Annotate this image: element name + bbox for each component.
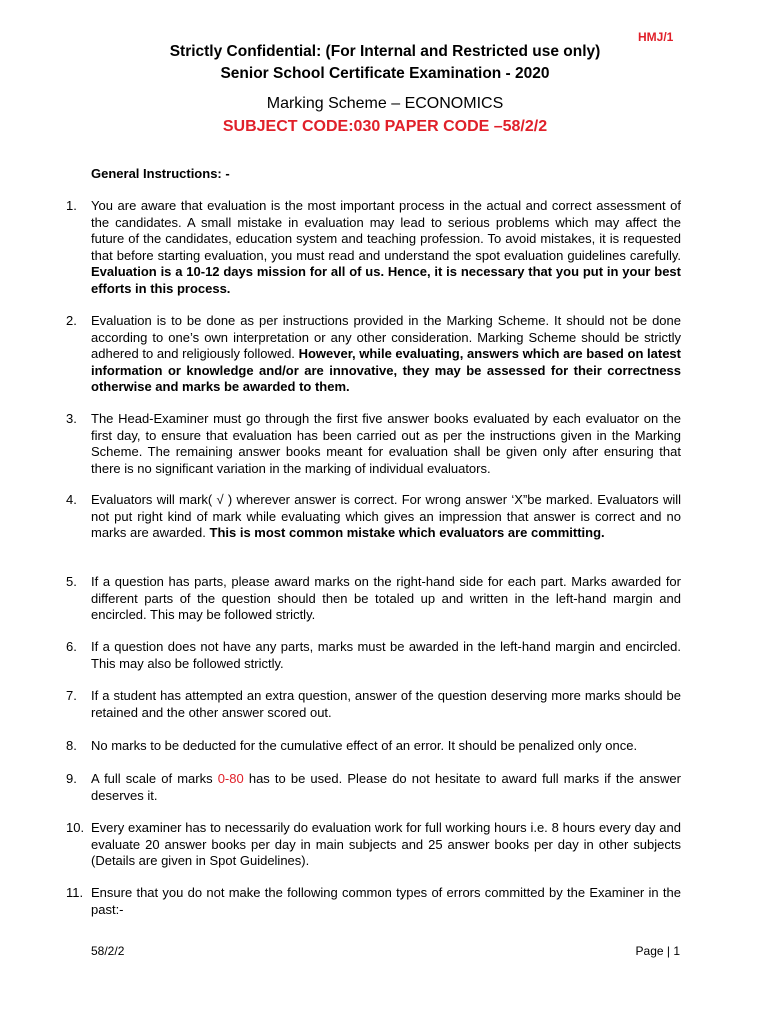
marking-scheme-heading: Marking Scheme – ECONOMICS (266, 95, 504, 112)
list-item (66, 492, 681, 542)
list-item (66, 574, 681, 624)
list-item (66, 411, 681, 477)
item-text: If a student has attempted an extra question, answer of the question deserving more marks should be retained and the other answer scored out. (91, 688, 681, 720)
exam-heading: Senior School Certificate Examination - 2020 (220, 65, 550, 82)
document-code-tag: HMJ/1 (638, 30, 674, 44)
item-number: 8. (66, 738, 77, 753)
item-number: 10. (66, 820, 85, 835)
item-text: Ensure that you do not make the following common types of errors committed by the Examiner in the past:- (91, 885, 681, 917)
item-number: 3. (66, 411, 77, 426)
item-number: 2. (66, 313, 77, 328)
list-item (66, 771, 681, 804)
list-item (66, 639, 681, 672)
item-number: 6. (66, 639, 77, 654)
item-number: 4. (66, 492, 77, 507)
list-item (66, 820, 681, 870)
item-text: A full scale of marks 0-80 has to be used. Please do not hesitate to award full marks if the answer deserves it. (91, 771, 681, 803)
marks-range: 0-80 (217, 771, 244, 786)
subject-code-heading: SUBJECT CODE:030 PAPER CODE –58/2/2 (222, 118, 548, 135)
item-text: You are aware that evaluation is the most important process in the actual and correct assessment of the candidates. A small mistake in evaluation may lead to serious problems which may affect the future of the candidates, education system and teaching profession. To avoid mistakes, it is requested that before starting evaluation, you must read and understand the spot evaluation guidelines carefully. Evaluation is a 10-12 days mission for all of us. Hence, it is necessary that you put in your best efforts in this process. (91, 198, 681, 296)
list-item (66, 885, 681, 918)
item-text: No marks to be deducted for the cumulative effect of an error. It should be penalized only once. (91, 738, 638, 753)
item-text: Evaluation is to be done as per instructions provided in the Marking Scheme. It should not be done according to one’s own interpretation or any other consideration. Marking Scheme should be strictly adhered to and religiously followed. However, while evaluating, answers which are based on latest information or knowledge and/or are innovative, they may be assessed for their correctness otherwise and marks be awarded to them. (91, 313, 681, 395)
item-number: 1. (66, 198, 77, 213)
general-instructions-heading: General Instructions: - (91, 166, 230, 181)
item-text: Every examiner has to necessarily do evaluation work for full working hours i.e. 8 hours every day and evaluate 20 answer books per day in main subjects and 25 answer books per day in other subjects (Details are given in Spot Guidelines). (91, 820, 681, 869)
item-number: 5. (66, 574, 77, 589)
item-text: The Head-Examiner must go through the first five answer books evaluated by each evaluator on the first day, to ensure that evaluation has been carried out as per the instructions given in the Marking Scheme. The remaining answer books meant for evaluation shall be given only after ensuring that there is no significant variation in the marking of individual evaluators. (91, 411, 681, 476)
item-text: If a question has parts, please award marks on the right-hand side for each part. Marks awarded for different parts of the question should then be totaled up and written in the left-hand margin and encircled. This may be followed strictly. (91, 574, 681, 623)
item-text: Evaluators will mark( √ ) wherever answer is correct. For wrong answer ‘X”be marked. Evaluators will not put right kind of mark while evaluating which gives an impression that answer is correct and no marks are awarded. This is most common mistake which evaluators are committing. (91, 492, 681, 541)
list-item (66, 738, 681, 755)
list-item (66, 688, 681, 721)
footer-page-number: Page | 1 (635, 944, 680, 958)
list-item (66, 313, 681, 396)
item-number: 7. (66, 688, 77, 703)
item-number: 9. (66, 771, 77, 786)
list-item (66, 198, 681, 298)
item-number: 11. (66, 885, 84, 900)
footer-paper-code: 58/2/2 (91, 944, 125, 958)
confidential-heading: Strictly Confidential: (For Internal and Restricted use only) (169, 43, 601, 60)
item-text: If a question does not have any parts, marks must be awarded in the left-hand margin and encircled. This may also be followed strictly. (91, 639, 681, 671)
